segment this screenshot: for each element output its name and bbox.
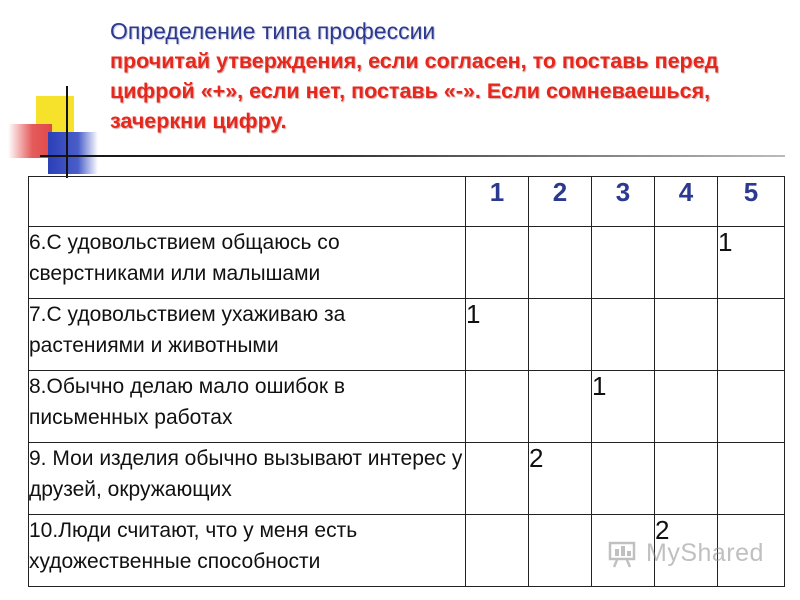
header-number-3: 3 [592,177,655,227]
profession-table [28,176,785,587]
score-cell[interactable] [592,299,655,371]
score-cell[interactable] [592,443,655,515]
score-cell[interactable]: 2 [655,515,718,587]
header-empty-cell [29,177,466,227]
score-cell[interactable]: 1 [718,227,785,299]
header-number-1: 1 [466,177,529,227]
score-cell[interactable]: 1 [466,299,529,371]
score-cell[interactable] [655,227,718,299]
score-cell[interactable] [529,515,592,587]
presentation-board-icon [608,540,638,568]
slide-instruction: прочитай утверждения, если согласен, то поставь перед цифрой «+», если нет, поставь «-». Если сомневаешься, зачеркни цифру. [110,49,719,133]
table-row [29,299,785,371]
header-number-5: 5 [718,177,785,227]
score-cell[interactable] [529,299,592,371]
table-row [29,371,785,443]
score-cell[interactable] [655,371,718,443]
statement-cell: 10.Люди считают, что у меня есть художественные способности [29,515,466,587]
title-block [110,16,780,136]
statement-cell: 6.С удовольствием общаюсь со сверстниками или малышами [29,227,466,299]
table-row [29,443,785,515]
slide-title: Определение типа профессии [110,18,436,44]
score-cell[interactable] [466,371,529,443]
score-cell[interactable] [529,371,592,443]
decor-vertical-line [66,86,68,178]
score-cell[interactable] [466,443,529,515]
score-cell[interactable] [718,443,785,515]
decor-red-square [8,124,52,158]
table-row [29,227,785,299]
score-cell[interactable] [529,227,592,299]
score-cell[interactable] [466,227,529,299]
score-cell[interactable] [592,227,655,299]
statement-cell: 7.С удовольствием ухаживаю за растениями и животными [29,299,466,371]
score-cell[interactable] [655,443,718,515]
decor-horizontal-line [40,155,785,157]
header-number-4: 4 [655,177,718,227]
watermark-text: MyShared [646,539,764,567]
score-cell[interactable]: 2 [529,443,592,515]
score-cell[interactable] [655,299,718,371]
score-cell[interactable] [718,371,785,443]
header-number-2: 2 [529,177,592,227]
statement-cell: 8.Обычно делаю мало ошибок в письменных работах [29,371,466,443]
score-cell[interactable] [718,299,785,371]
watermark [606,536,766,572]
table-header-row [29,177,785,227]
score-cell[interactable]: 1 [592,371,655,443]
decor-blue-square [48,132,98,174]
score-cell[interactable] [466,515,529,587]
statement-cell: 9. Мои изделия обычно вызывают интерес у друзей, окружающих [29,443,466,515]
